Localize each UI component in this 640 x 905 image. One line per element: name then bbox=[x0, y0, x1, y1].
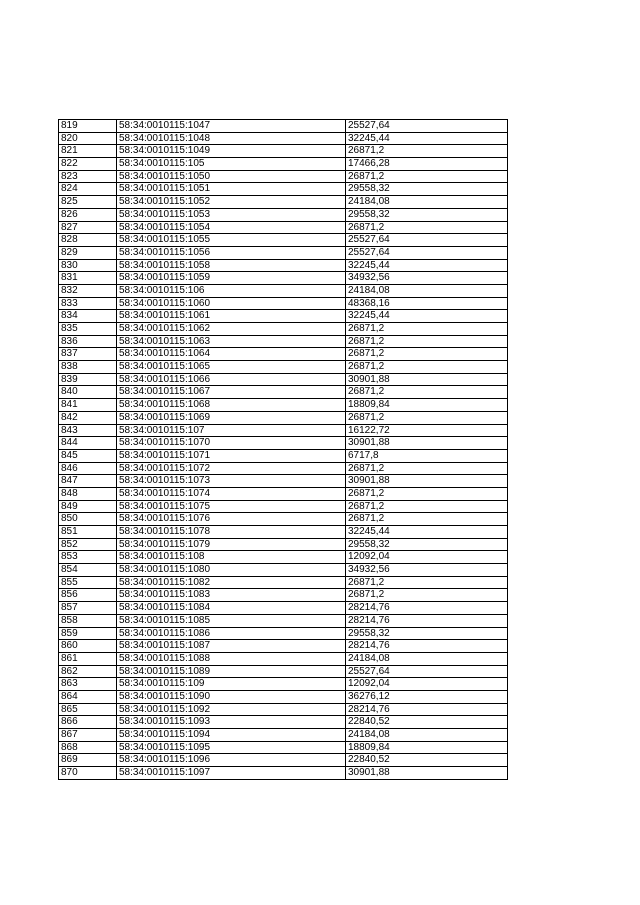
row-number-cell: 852 bbox=[59, 538, 117, 551]
table-row bbox=[59, 183, 508, 196]
cadastral-number-cell: 58:34:0010115:1071 bbox=[117, 449, 346, 462]
table-row bbox=[59, 234, 508, 247]
value-cell: 29558,32 bbox=[346, 627, 508, 640]
table-row bbox=[59, 576, 508, 589]
table-row bbox=[59, 754, 508, 767]
value-cell: 16122,72 bbox=[346, 424, 508, 437]
table-row bbox=[59, 437, 508, 450]
value-cell: 26871,2 bbox=[346, 487, 508, 500]
cadastral-number-cell: 58:34:0010115:1050 bbox=[117, 170, 346, 183]
cadastral-number-cell: 58:34:0010115:108 bbox=[117, 551, 346, 564]
value-cell: 32245,44 bbox=[346, 132, 508, 145]
value-cell: 30901,88 bbox=[346, 767, 508, 780]
row-number-cell: 850 bbox=[59, 513, 117, 526]
value-cell: 24184,08 bbox=[346, 196, 508, 209]
cadastral-number-cell: 58:34:0010115:1076 bbox=[117, 513, 346, 526]
table-row bbox=[59, 678, 508, 691]
row-number-cell: 823 bbox=[59, 170, 117, 183]
table-row bbox=[59, 348, 508, 361]
cadastral-number-cell: 58:34:0010115:1059 bbox=[117, 272, 346, 285]
cadastral-number-cell: 58:34:0010115:1065 bbox=[117, 361, 346, 374]
value-cell: 48368,16 bbox=[346, 297, 508, 310]
row-number-cell: 835 bbox=[59, 323, 117, 336]
cadastral-number-cell: 58:34:0010115:1067 bbox=[117, 386, 346, 399]
cadastral-number-cell: 58:34:0010115:1083 bbox=[117, 589, 346, 602]
value-cell: 24184,08 bbox=[346, 284, 508, 297]
cadastral-number-cell: 58:34:0010115:1073 bbox=[117, 475, 346, 488]
row-number-cell: 840 bbox=[59, 386, 117, 399]
row-number-cell: 853 bbox=[59, 551, 117, 564]
table-row bbox=[59, 690, 508, 703]
value-cell: 26871,2 bbox=[346, 323, 508, 336]
table-row bbox=[59, 500, 508, 513]
value-cell: 30901,88 bbox=[346, 437, 508, 450]
row-number-cell: 843 bbox=[59, 424, 117, 437]
row-number-cell: 859 bbox=[59, 627, 117, 640]
row-number-cell: 854 bbox=[59, 564, 117, 577]
value-cell: 30901,88 bbox=[346, 475, 508, 488]
table-row bbox=[59, 614, 508, 627]
row-number-cell: 862 bbox=[59, 665, 117, 678]
table-row bbox=[59, 652, 508, 665]
value-cell: 24184,08 bbox=[346, 729, 508, 742]
cadastral-number-cell: 58:34:0010115:1062 bbox=[117, 323, 346, 336]
cadastral-number-cell: 58:34:0010115:1066 bbox=[117, 373, 346, 386]
data-table bbox=[58, 119, 508, 780]
row-number-cell: 836 bbox=[59, 335, 117, 348]
value-cell: 30901,88 bbox=[346, 373, 508, 386]
cadastral-number-cell: 58:34:0010115:1078 bbox=[117, 526, 346, 539]
row-number-cell: 841 bbox=[59, 399, 117, 412]
table-row bbox=[59, 170, 508, 183]
cadastral-number-cell: 58:34:0010115:1054 bbox=[117, 221, 346, 234]
cadastral-number-cell: 58:34:0010115:1070 bbox=[117, 437, 346, 450]
table-row bbox=[59, 323, 508, 336]
table-row bbox=[59, 145, 508, 158]
cadastral-number-cell: 58:34:0010115:1069 bbox=[117, 411, 346, 424]
value-cell: 36276,12 bbox=[346, 690, 508, 703]
table-row bbox=[59, 297, 508, 310]
row-number-cell: 860 bbox=[59, 640, 117, 653]
value-cell: 6717,8 bbox=[346, 449, 508, 462]
row-number-cell: 822 bbox=[59, 158, 117, 171]
cadastral-number-cell: 58:34:0010115:1094 bbox=[117, 729, 346, 742]
table-row bbox=[59, 246, 508, 259]
cadastral-number-cell: 58:34:0010115:107 bbox=[117, 424, 346, 437]
row-number-cell: 867 bbox=[59, 729, 117, 742]
value-cell: 32245,44 bbox=[346, 310, 508, 323]
table-row bbox=[59, 703, 508, 716]
table-row bbox=[59, 487, 508, 500]
row-number-cell: 863 bbox=[59, 678, 117, 691]
cadastral-number-cell: 58:34:0010115:1064 bbox=[117, 348, 346, 361]
row-number-cell: 825 bbox=[59, 196, 117, 209]
cadastral-number-cell: 58:34:0010115:1053 bbox=[117, 208, 346, 221]
cadastral-number-cell: 58:34:0010115:1089 bbox=[117, 665, 346, 678]
table-row bbox=[59, 475, 508, 488]
value-cell: 26871,2 bbox=[346, 411, 508, 424]
table-row bbox=[59, 196, 508, 209]
table-row bbox=[59, 462, 508, 475]
cadastral-number-cell: 58:34:0010115:1097 bbox=[117, 767, 346, 780]
row-number-cell: 831 bbox=[59, 272, 117, 285]
table-row bbox=[59, 589, 508, 602]
cadastral-number-cell: 58:34:0010115:1096 bbox=[117, 754, 346, 767]
value-cell: 26871,2 bbox=[346, 513, 508, 526]
row-number-cell: 824 bbox=[59, 183, 117, 196]
cadastral-number-cell: 58:34:0010115:109 bbox=[117, 678, 346, 691]
value-cell: 26871,2 bbox=[346, 386, 508, 399]
cadastral-number-cell: 58:34:0010115:1049 bbox=[117, 145, 346, 158]
row-number-cell: 847 bbox=[59, 475, 117, 488]
row-number-cell: 865 bbox=[59, 703, 117, 716]
value-cell: 25527,64 bbox=[346, 246, 508, 259]
table-row bbox=[59, 361, 508, 374]
table-row bbox=[59, 132, 508, 145]
row-number-cell: 830 bbox=[59, 259, 117, 272]
row-number-cell: 864 bbox=[59, 690, 117, 703]
value-cell: 26871,2 bbox=[346, 589, 508, 602]
table-row bbox=[59, 526, 508, 539]
value-cell: 26871,2 bbox=[346, 221, 508, 234]
table-row bbox=[59, 310, 508, 323]
table-row bbox=[59, 513, 508, 526]
value-cell: 22840,52 bbox=[346, 754, 508, 767]
cadastral-number-cell: 58:34:0010115:1092 bbox=[117, 703, 346, 716]
value-cell: 12092,04 bbox=[346, 678, 508, 691]
table-row bbox=[59, 424, 508, 437]
value-cell: 26871,2 bbox=[346, 335, 508, 348]
table-row bbox=[59, 602, 508, 615]
cadastral-number-cell: 58:34:0010115:1090 bbox=[117, 690, 346, 703]
cadastral-number-cell: 58:34:0010115:1095 bbox=[117, 741, 346, 754]
cadastral-number-cell: 58:34:0010115:1048 bbox=[117, 132, 346, 145]
cadastral-number-cell: 58:34:0010115:1079 bbox=[117, 538, 346, 551]
row-number-cell: 839 bbox=[59, 373, 117, 386]
value-cell: 12092,04 bbox=[346, 551, 508, 564]
cadastral-number-cell: 58:34:0010115:1056 bbox=[117, 246, 346, 259]
table-row bbox=[59, 411, 508, 424]
table-row bbox=[59, 538, 508, 551]
row-number-cell: 857 bbox=[59, 602, 117, 615]
cadastral-number-cell: 58:34:0010115:1087 bbox=[117, 640, 346, 653]
value-cell: 28214,76 bbox=[346, 640, 508, 653]
table-body bbox=[59, 120, 508, 780]
value-cell: 25527,64 bbox=[346, 120, 508, 133]
value-cell: 32245,44 bbox=[346, 526, 508, 539]
row-number-cell: 826 bbox=[59, 208, 117, 221]
row-number-cell: 870 bbox=[59, 767, 117, 780]
row-number-cell: 832 bbox=[59, 284, 117, 297]
row-number-cell: 827 bbox=[59, 221, 117, 234]
table-row bbox=[59, 120, 508, 133]
table-row bbox=[59, 335, 508, 348]
row-number-cell: 846 bbox=[59, 462, 117, 475]
value-cell: 26871,2 bbox=[346, 576, 508, 589]
row-number-cell: 861 bbox=[59, 652, 117, 665]
table-row bbox=[59, 208, 508, 221]
value-cell: 25527,64 bbox=[346, 665, 508, 678]
value-cell: 24184,08 bbox=[346, 652, 508, 665]
cadastral-number-cell: 58:34:0010115:1058 bbox=[117, 259, 346, 272]
row-number-cell: 866 bbox=[59, 716, 117, 729]
value-cell: 29558,32 bbox=[346, 538, 508, 551]
value-cell: 18809,84 bbox=[346, 741, 508, 754]
table-row bbox=[59, 716, 508, 729]
table-row bbox=[59, 640, 508, 653]
value-cell: 22840,52 bbox=[346, 716, 508, 729]
cadastral-number-cell: 58:34:0010115:1075 bbox=[117, 500, 346, 513]
cadastral-number-cell: 58:34:0010115:1085 bbox=[117, 614, 346, 627]
table-row bbox=[59, 259, 508, 272]
table-row bbox=[59, 158, 508, 171]
cadastral-number-cell: 58:34:0010115:1093 bbox=[117, 716, 346, 729]
value-cell: 29558,32 bbox=[346, 208, 508, 221]
value-cell: 29558,32 bbox=[346, 183, 508, 196]
table-row bbox=[59, 272, 508, 285]
row-number-cell: 849 bbox=[59, 500, 117, 513]
table-row bbox=[59, 627, 508, 640]
table-row bbox=[59, 564, 508, 577]
table-row bbox=[59, 767, 508, 780]
cadastral-number-cell: 58:34:0010115:1051 bbox=[117, 183, 346, 196]
row-number-cell: 844 bbox=[59, 437, 117, 450]
value-cell: 26871,2 bbox=[346, 462, 508, 475]
row-number-cell: 869 bbox=[59, 754, 117, 767]
row-number-cell: 834 bbox=[59, 310, 117, 323]
value-cell: 18809,84 bbox=[346, 399, 508, 412]
row-number-cell: 868 bbox=[59, 741, 117, 754]
row-number-cell: 842 bbox=[59, 411, 117, 424]
row-number-cell: 837 bbox=[59, 348, 117, 361]
table-row bbox=[59, 284, 508, 297]
row-number-cell: 820 bbox=[59, 132, 117, 145]
cadastral-number-cell: 58:34:0010115:1080 bbox=[117, 564, 346, 577]
value-cell: 17466,28 bbox=[346, 158, 508, 171]
table-row bbox=[59, 399, 508, 412]
value-cell: 28214,76 bbox=[346, 602, 508, 615]
row-number-cell: 828 bbox=[59, 234, 117, 247]
cadastral-number-cell: 58:34:0010115:1084 bbox=[117, 602, 346, 615]
table-row bbox=[59, 741, 508, 754]
cadastral-number-cell: 58:34:0010115:1061 bbox=[117, 310, 346, 323]
value-cell: 32245,44 bbox=[346, 259, 508, 272]
row-number-cell: 819 bbox=[59, 120, 117, 133]
value-cell: 25527,64 bbox=[346, 234, 508, 247]
row-number-cell: 833 bbox=[59, 297, 117, 310]
cadastral-number-cell: 58:34:0010115:1060 bbox=[117, 297, 346, 310]
cadastral-number-cell: 58:34:0010115:1086 bbox=[117, 627, 346, 640]
cadastral-number-cell: 58:34:0010115:1063 bbox=[117, 335, 346, 348]
value-cell: 26871,2 bbox=[346, 348, 508, 361]
cadastral-number-cell: 58:34:0010115:1088 bbox=[117, 652, 346, 665]
value-cell: 28214,76 bbox=[346, 703, 508, 716]
row-number-cell: 829 bbox=[59, 246, 117, 259]
value-cell: 34932,56 bbox=[346, 564, 508, 577]
row-number-cell: 855 bbox=[59, 576, 117, 589]
table-row bbox=[59, 665, 508, 678]
table-row bbox=[59, 386, 508, 399]
cadastral-number-cell: 58:34:0010115:1072 bbox=[117, 462, 346, 475]
row-number-cell: 848 bbox=[59, 487, 117, 500]
table-row bbox=[59, 551, 508, 564]
row-number-cell: 856 bbox=[59, 589, 117, 602]
row-number-cell: 858 bbox=[59, 614, 117, 627]
value-cell: 28214,76 bbox=[346, 614, 508, 627]
value-cell: 26871,2 bbox=[346, 145, 508, 158]
cadastral-number-cell: 58:34:0010115:1074 bbox=[117, 487, 346, 500]
row-number-cell: 821 bbox=[59, 145, 117, 158]
value-cell: 34932,56 bbox=[346, 272, 508, 285]
cadastral-number-cell: 58:34:0010115:1068 bbox=[117, 399, 346, 412]
table-row bbox=[59, 449, 508, 462]
cadastral-number-cell: 58:34:0010115:1052 bbox=[117, 196, 346, 209]
cadastral-number-cell: 58:34:0010115:106 bbox=[117, 284, 346, 297]
table-row bbox=[59, 729, 508, 742]
row-number-cell: 851 bbox=[59, 526, 117, 539]
row-number-cell: 845 bbox=[59, 449, 117, 462]
cadastral-number-cell: 58:34:0010115:105 bbox=[117, 158, 346, 171]
table-row bbox=[59, 221, 508, 234]
cadastral-number-cell: 58:34:0010115:1055 bbox=[117, 234, 346, 247]
cadastral-number-cell: 58:34:0010115:1082 bbox=[117, 576, 346, 589]
value-cell: 26871,2 bbox=[346, 500, 508, 513]
cadastral-number-cell: 58:34:0010115:1047 bbox=[117, 120, 346, 133]
row-number-cell: 838 bbox=[59, 361, 117, 374]
table-row bbox=[59, 373, 508, 386]
value-cell: 26871,2 bbox=[346, 170, 508, 183]
value-cell: 26871,2 bbox=[346, 361, 508, 374]
